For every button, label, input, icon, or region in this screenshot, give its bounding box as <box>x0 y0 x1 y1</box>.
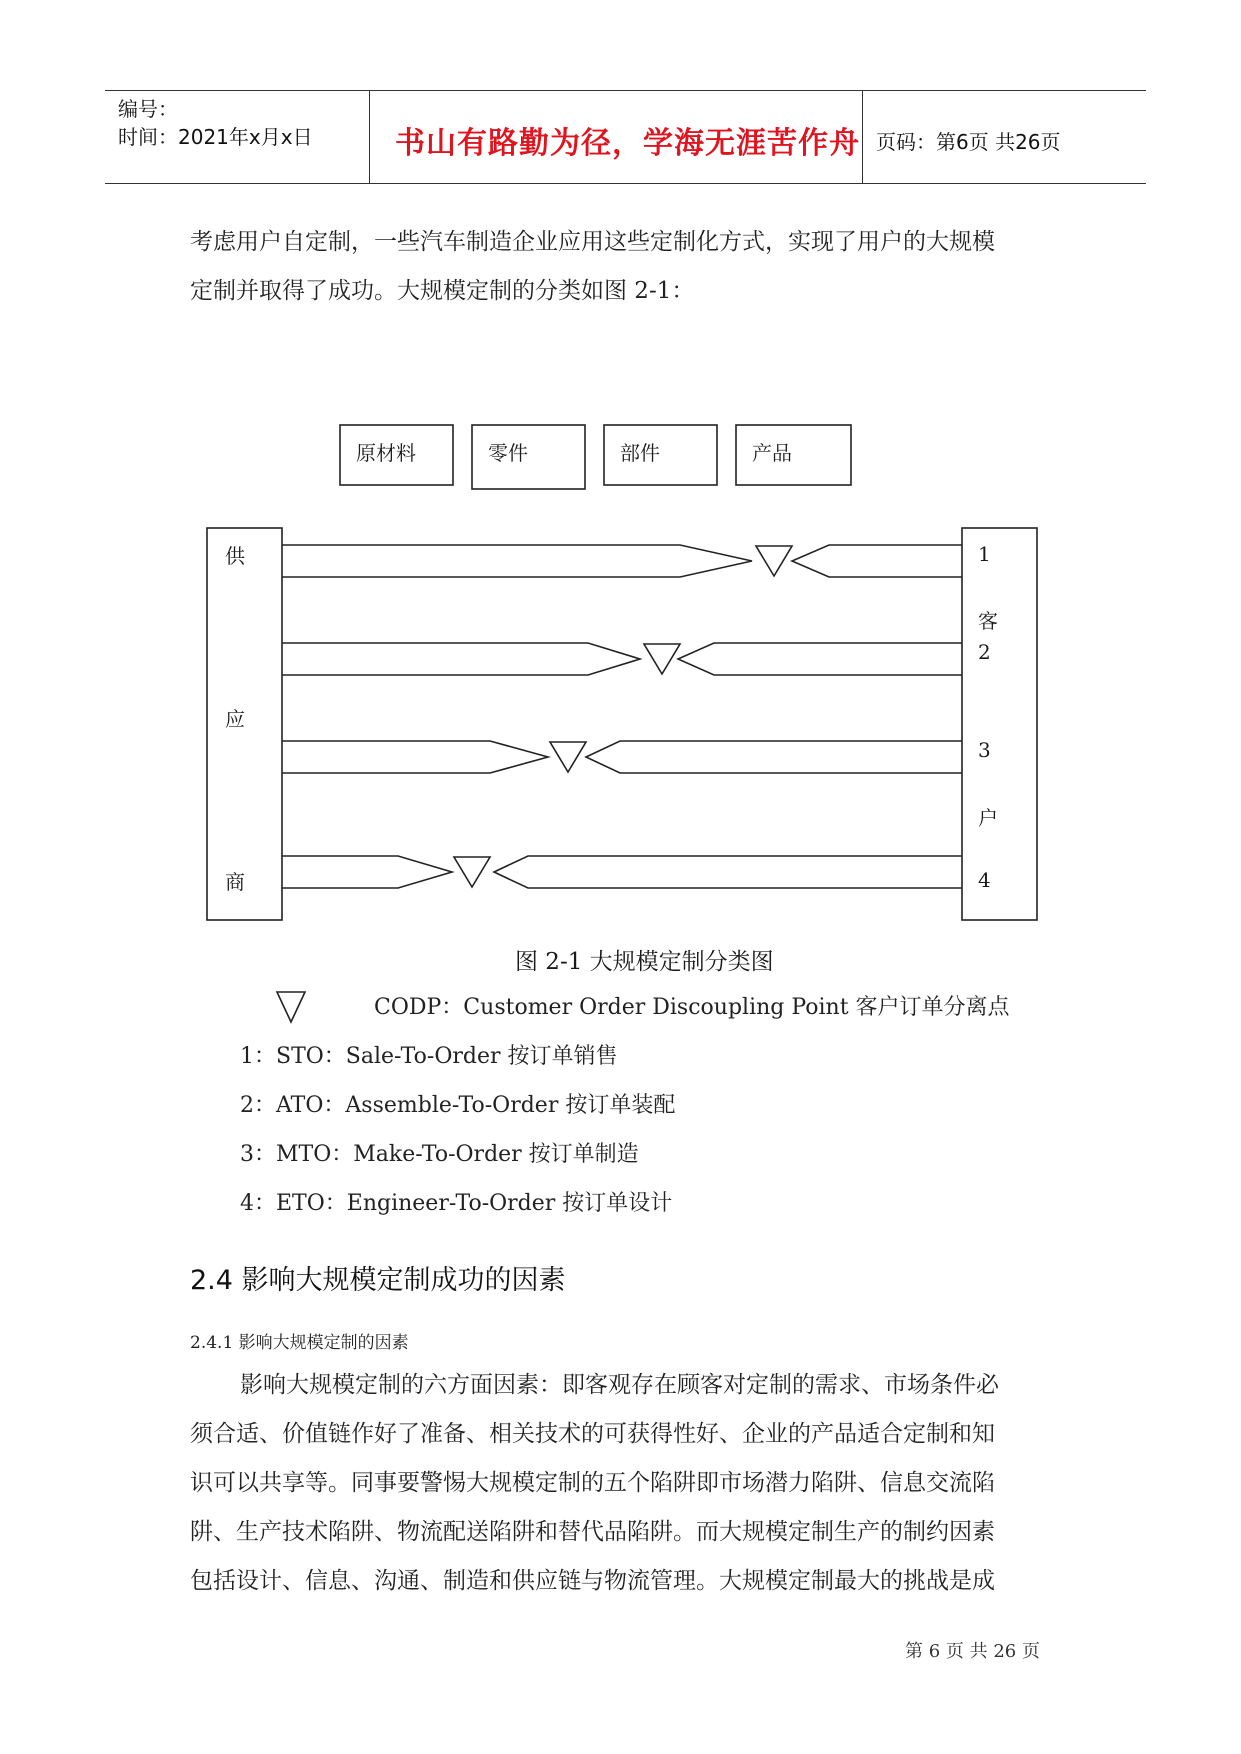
body-line-3: 识可以共享等。同事要警惕大规模定制的五个陷阱即市场潜力陷阱、信息交流陷 <box>190 1470 995 1496</box>
stage-label-components: 部件 <box>620 441 660 465</box>
body-line-2: 须合适、价值链作好了准备、相关技术的可获得性好、企业的产品适合定制和知 <box>190 1421 995 1447</box>
codp-legend-triangle <box>275 990 307 1026</box>
customer-label-1: 1 <box>978 542 991 566</box>
customer-label-4: 4 <box>978 868 991 892</box>
customer-char-1: 客 <box>978 609 998 633</box>
legend-item-mto: 3：MTO：Make-To-Order 按订单制造 <box>240 1142 639 1167</box>
stage-label-products: 产品 <box>752 441 792 465</box>
header-number-label: 编号： <box>118 97 178 121</box>
codp-legend-text: CODP：Customer Order Discoupling Point 客户订单分离点 <box>374 995 1010 1020</box>
customer-label-3: 3 <box>978 738 991 762</box>
body-line-4: 阱、生产技术陷阱、物流配送陷阱和替代品陷阱。而大规模定制生产的制约因素 <box>190 1519 995 1545</box>
header-page-info: 页码：第6页 共26页 <box>876 130 1061 154</box>
supplier-char-2: 应 <box>225 707 245 731</box>
intro-line-1: 考虑用户自定制，一些汽车制造企业应用这些定制化方式，实现了用户的大规模 <box>190 229 995 255</box>
codp-triangle-1 <box>756 546 792 576</box>
legend-item-sto: 1：STO：Sale-To-Order 按订单销售 <box>240 1044 618 1069</box>
figure-caption: 图 2-1 大规模定制分类图 <box>515 949 774 975</box>
stage-label-raw-material: 原材料 <box>356 441 416 465</box>
codp-triangle-2 <box>644 644 680 674</box>
stage-label-parts: 零件 <box>488 441 528 465</box>
customer-label-2: 2 <box>978 640 991 664</box>
legend-item-eto: 4：ETO：Engineer-To-Order 按订单设计 <box>240 1191 673 1216</box>
customer-column <box>962 528 1037 920</box>
supplier-char-3: 商 <box>225 870 245 894</box>
section-heading: 2.4 影响大规模定制成功的因素 <box>190 1265 566 1296</box>
supplier-char-1: 供 <box>225 544 245 568</box>
customer-char-2: 户 <box>978 806 998 830</box>
subsection-heading: 2.4.1 影响大规模定制的因素 <box>190 1333 409 1353</box>
page-footer: 第 6 页 共 26 页 <box>905 1641 1040 1662</box>
legend-item-ato: 2：ATO：Assemble-To-Order 按订单装配 <box>240 1093 676 1118</box>
header-motto: 书山有路勤为径，学海无涯苦作舟 <box>395 126 860 161</box>
codp-triangle-4 <box>454 857 490 887</box>
body-line-1: 影响大规模定制的六方面因素：即客观存在顾客对定制的需求、市场条件必 <box>240 1372 999 1398</box>
intro-line-2: 定制并取得了成功。大规模定制的分类如图 2-1： <box>190 278 695 304</box>
codp-triangle-3 <box>550 742 586 772</box>
body-line-5: 包括设计、信息、沟通、制造和供应链与物流管理。大规模定制最大的挑战是成 <box>190 1568 995 1594</box>
header-time-label: 时间：2021年x月x日 <box>118 125 313 149</box>
